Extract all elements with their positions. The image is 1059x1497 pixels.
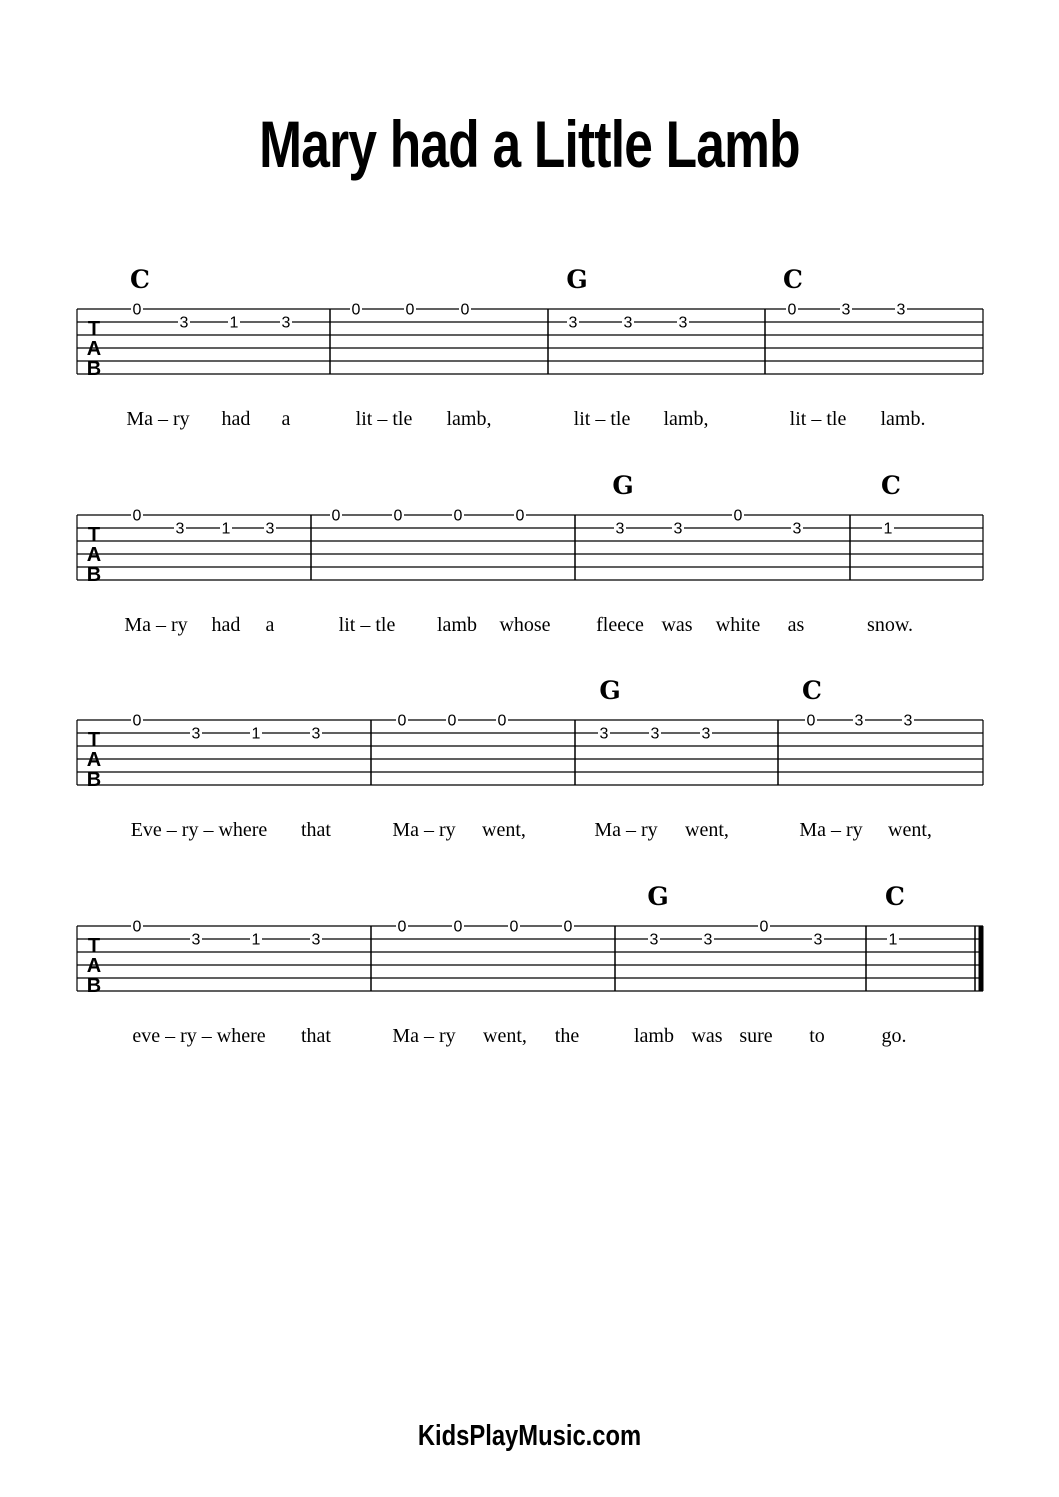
chord-symbol: C [130, 265, 150, 294]
lyric-word: Ma – ry [594, 819, 658, 841]
fret-number: 0 [787, 301, 797, 319]
fret-number: 0 [393, 507, 403, 525]
fret-number: 3 [896, 301, 906, 319]
fret-number: 3 [191, 931, 201, 949]
fret-number: 3 [311, 931, 321, 949]
lyric-word: Ma – ry [799, 819, 863, 841]
chord-symbol: G [599, 676, 621, 705]
fret-number: 3 [841, 301, 851, 319]
fret-number: 0 [733, 507, 743, 525]
lyric-word: lamb [634, 1025, 674, 1047]
tab-clef-a: A [86, 544, 102, 566]
chord-symbol: C [885, 882, 905, 911]
fret-number: 0 [132, 918, 142, 936]
chord-symbol: C [881, 471, 901, 500]
lyric-word: a [281, 408, 291, 430]
lyric-word: was [691, 1025, 723, 1047]
fret-number: 0 [497, 712, 507, 730]
chord-symbol: G [612, 471, 634, 500]
lyric-word: lit – tle [789, 408, 847, 430]
fret-number: 0 [397, 918, 407, 936]
lyric-word: Ma – ry [392, 819, 456, 841]
fret-number: 3 [703, 931, 713, 949]
lyric-word: whose [499, 614, 551, 636]
lyric-word: lit – tle [338, 614, 396, 636]
fret-number: 0 [405, 301, 415, 319]
fret-number: 3 [191, 725, 201, 743]
fret-number: 3 [649, 931, 659, 949]
fret-number: 3 [903, 712, 913, 730]
fret-number: 3 [650, 725, 660, 743]
fret-number: 1 [229, 314, 239, 332]
tab-clef-b: B [86, 564, 102, 586]
fret-number: 0 [397, 712, 407, 730]
fret-number: 0 [759, 918, 769, 936]
footer-website: KidsPlayMusic.com [417, 1420, 642, 1452]
lyric-word: Ma – ry [124, 614, 188, 636]
fret-number: 3 [615, 520, 625, 538]
tab-clef-t: T [87, 729, 101, 751]
tab-clef-t: T [87, 524, 101, 546]
page-title: Mary had a Little Lamb [259, 107, 800, 181]
tab-clef-b: B [86, 358, 102, 380]
tab-clef-a: A [86, 749, 102, 771]
chord-symbol: G [647, 882, 669, 911]
fret-number: 1 [888, 931, 898, 949]
fret-number: 1 [251, 725, 261, 743]
lyric-word: had [211, 614, 241, 636]
fret-number: 0 [453, 918, 463, 936]
fret-number: 0 [460, 301, 470, 319]
fret-number: 0 [132, 507, 142, 525]
tab-clef-a: A [86, 955, 102, 977]
fret-number: 3 [623, 314, 633, 332]
lyric-word: the [554, 1025, 580, 1047]
tab-clef-t: T [87, 318, 101, 340]
lyric-word: snow. [867, 614, 913, 636]
fret-number: 0 [132, 301, 142, 319]
lyric-word: lamb, [663, 408, 709, 430]
fret-number: 3 [568, 314, 578, 332]
tab-clef-t: T [87, 935, 101, 957]
fret-number: 0 [515, 507, 525, 525]
lyric-word: was [661, 614, 693, 636]
fret-number: 0 [132, 712, 142, 730]
lyric-word: that [301, 819, 331, 841]
fret-number: 1 [883, 520, 893, 538]
lyric-word: went, [482, 819, 526, 841]
fret-number: 3 [673, 520, 683, 538]
chord-symbol: G [566, 265, 588, 294]
lyric-word: Ma – ry [392, 1025, 456, 1047]
chord-symbol: C [802, 676, 822, 705]
lyric-word: lit – tle [573, 408, 631, 430]
lyric-word: lamb. [880, 408, 926, 430]
fret-number: 3 [792, 520, 802, 538]
fret-number: 3 [175, 520, 185, 538]
fret-number: 3 [179, 314, 189, 332]
fret-number: 3 [701, 725, 711, 743]
lyric-word: as [787, 614, 805, 636]
lyric-word: sure [739, 1025, 773, 1047]
lyric-word: went, [483, 1025, 527, 1047]
fret-number: 0 [331, 507, 341, 525]
lyric-word: that [301, 1025, 331, 1047]
lyric-word: Ma – ry [126, 408, 190, 430]
lyric-word: fleece [596, 614, 644, 636]
lyric-word: eve – ry – where [132, 1025, 266, 1047]
fret-number: 0 [509, 918, 519, 936]
fret-number: 0 [351, 301, 361, 319]
fret-number: 0 [447, 712, 457, 730]
tab-clef-a: A [86, 338, 102, 360]
lyric-word: white [715, 614, 761, 636]
lyric-word: lamb, [446, 408, 492, 430]
lyric-word: Eve – ry – where [130, 819, 268, 841]
fret-number: 3 [678, 314, 688, 332]
lyric-word: had [221, 408, 251, 430]
lyric-word: to [809, 1025, 825, 1047]
fret-number: 0 [453, 507, 463, 525]
fret-number: 1 [221, 520, 231, 538]
chord-symbol: C [783, 265, 803, 294]
lyric-word: go. [881, 1025, 907, 1047]
lyric-word: a [265, 614, 275, 636]
tab-clef-b: B [86, 975, 102, 997]
fret-number: 0 [563, 918, 573, 936]
lyric-word: lit – tle [355, 408, 413, 430]
tab-clef-b: B [86, 769, 102, 791]
fret-number: 3 [281, 314, 291, 332]
lyric-word: went, [685, 819, 729, 841]
fret-number: 1 [251, 931, 261, 949]
fret-number: 3 [311, 725, 321, 743]
lyric-word: went, [888, 819, 932, 841]
lyric-word: lamb [437, 614, 477, 636]
fret-number: 0 [806, 712, 816, 730]
fret-number: 3 [599, 725, 609, 743]
fret-number: 3 [854, 712, 864, 730]
fret-number: 3 [813, 931, 823, 949]
fret-number: 3 [265, 520, 275, 538]
